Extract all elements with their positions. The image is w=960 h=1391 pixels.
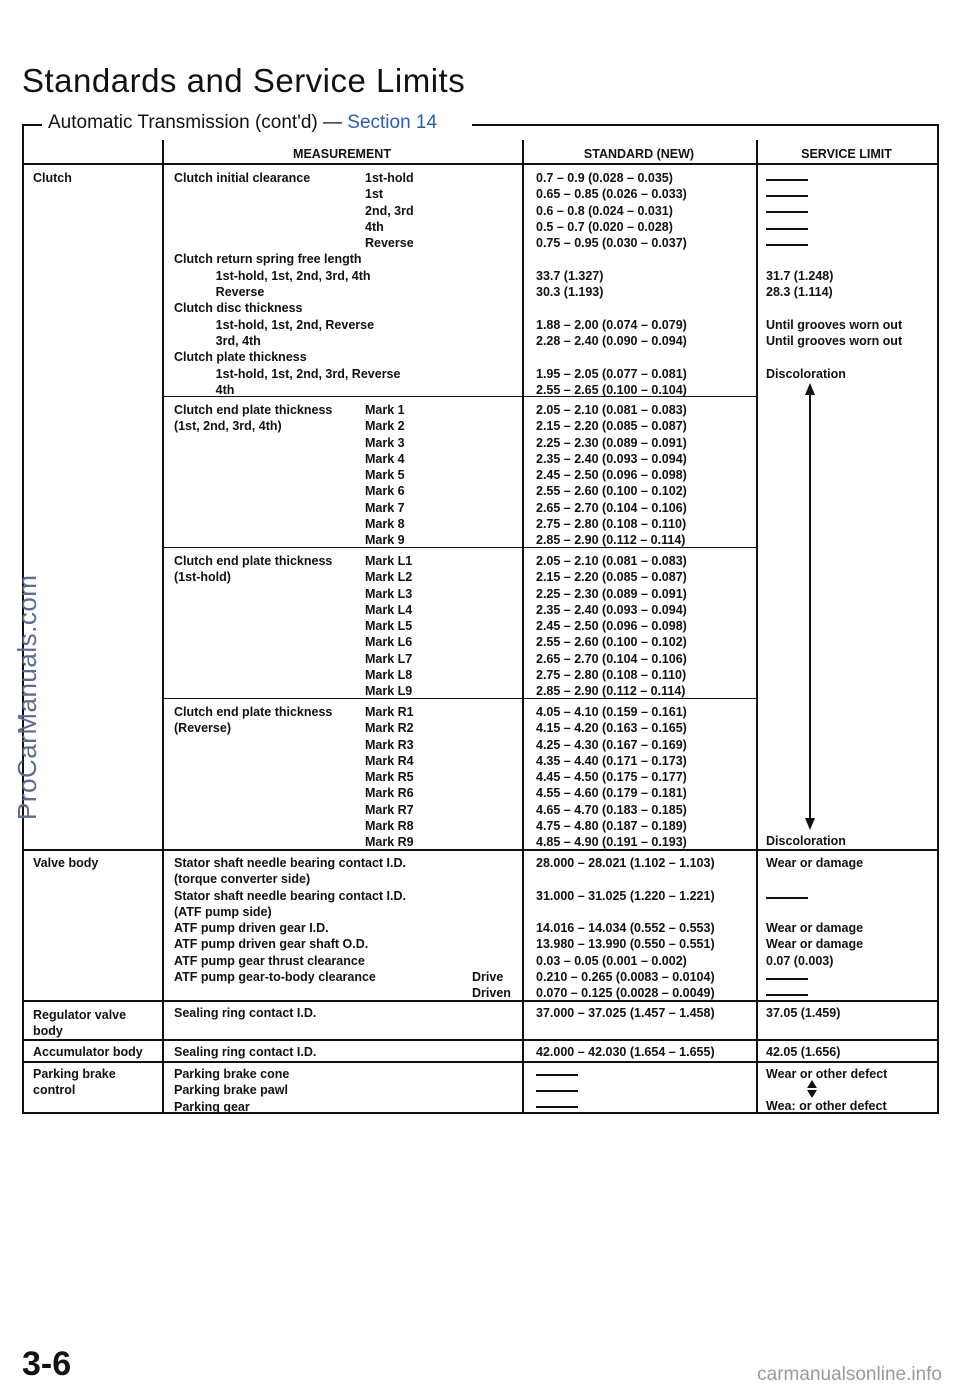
footer-site: carmanualsonline.info [757, 1364, 942, 1385]
page-subtitle [48, 112, 437, 134]
end-plate-2-label: Clutch end plate thickness (1st-hold) [174, 554, 333, 585]
end-plate-2-standard: 2.05 – 2.10 (0.081 – 0.083) 2.15 – 2.20 (0.085 – 0.087) 2.25 – 2.30 (0.089 – 0.091) 2.35 – 2.40 (0.093 – 0.094) 2.45 – 2.50 (0.096 – 0.098) 2.55 – 2.60 (0.100 – 0.102) 2.65 – 2.70 (0.104 – 0.106) 2.75 – 2.80 (0.108 – 0.110) 2.85 – 2.90 (0.112 – 0.114) [536, 554, 687, 699]
row-label-valve-body: Valve body [33, 856, 99, 870]
end-plate-3-marks: Mark R1 Mark R2 Mark R3 Mark R4 Mark R5 Mark R6 Mark R7 Mark R8 Mark R9 [365, 705, 414, 850]
accumulator-measure: Sealing ring contact I.D. [174, 1045, 317, 1059]
empty-standard-dash [536, 1106, 578, 1108]
arrow-up-icon [807, 1080, 817, 1088]
subtitle-rule-left [22, 124, 42, 126]
clutch-limit-values: 31.7 (1.248) 28.3 (1.114) Until grooves worn out Until grooves worn out Discoloration [766, 268, 903, 381]
empty-limit-dash [766, 244, 808, 246]
end-plate-3-standard: 4.05 – 4.10 (0.159 – 0.161) 4.15 – 4.20 (0.163 – 0.165) 4.25 – 4.30 (0.167 – 0.169) 4.35 – 4.40 (0.171 – 0.173) 4.45 – 4.50 (0.175 – 0.177) 4.55 – 4.60 (0.179 – 0.181) 4.65 – 4.70 (0.183 – 0.185) 4.75 – 4.80 (0.187 – 0.189) 4.85 – 4.90 (0.191 – 0.193) [536, 705, 687, 850]
arrow-down-icon [805, 818, 815, 830]
end-plate-1-label: Clutch end plate thickness (1st, 2nd, 3rd, 4th) [174, 403, 333, 434]
row-label-parking: Parking brake control [33, 1067, 116, 1098]
subtitle-text: Automatic Transmission (cont'd) — [48, 112, 348, 133]
regulator-measure: Sealing ring contact I.D. [174, 1006, 317, 1020]
empty-limit-dash [766, 195, 808, 197]
row-label-clutch: Clutch [33, 171, 72, 185]
table-border-right [937, 124, 939, 1114]
limit-discoloration-bottom: Discoloration [766, 834, 846, 848]
end-plate-1-marks: Mark 1 Mark 2 Mark 3 Mark 4 Mark 5 Mark 6 Mark 7 Mark 8 Mark 9 [365, 403, 405, 548]
parking-limit-bottom: Wea: or other defect [766, 1099, 887, 1113]
valve-body-measure: Stator shaft needle bearing contact I.D. (torque converter side) Stator shaft needle bearing contact I.D. (ATF pump side) ATF pump driven gear I.D. ATF pump driven gear shaft O.D. ATF pump gear thrust clearance ATF pump gear-to-body clearance [174, 856, 406, 985]
col-divider-3 [756, 140, 758, 1114]
header-standard: STANDARD (NEW) [583, 147, 695, 161]
empty-limit-dash [766, 897, 808, 899]
clutch-standard-values: 0.7 – 0.9 (0.028 – 0.035) 0.65 – 0.85 (0.026 – 0.033) 0.6 – 0.8 (0.024 – 0.031) 0.5 – 0.7 (0.020 – 0.028) 0.75 – 0.95 (0.030 – 0.037) 33.7 (1.327) 30.3 (1.193) 1.88 – 2.00 (0.074 – 0.079) 2.28 – 2.40 (0.090 – 0.094) 1.95 – 2.05 (0.077 – 0.081) 2.55 – 2.65 (0.100 – 0.104) [536, 171, 687, 397]
accumulator-limit: 42.05 (1.656) [766, 1045, 841, 1059]
subtitle-rule-right [472, 124, 938, 126]
end-plate-2-marks: Mark L1 Mark L2 Mark L3 Mark L4 Mark L5 Mark L6 Mark L7 Mark L8 Mark L9 [365, 554, 413, 699]
empty-limit-dash [766, 978, 808, 980]
empty-limit-dash [766, 179, 808, 181]
empty-limit-dash [766, 228, 808, 230]
end-plate-3-label: Clutch end plate thickness (Reverse) [174, 705, 333, 736]
valve-body-limit: Wear or damage Wear or damage Wear or damage 0.07 (0.003) [766, 856, 864, 968]
row-label-accumulator: Accumulator body [33, 1045, 143, 1059]
arrow-down-icon [807, 1090, 817, 1098]
page-title: Standards and Service Limits [22, 62, 466, 99]
row-label-regulator: Regulator valve body [33, 1008, 127, 1039]
row-rule [22, 1061, 939, 1063]
col-divider-2 [522, 140, 524, 1114]
regulator-standard: 37.000 – 37.025 (1.457 – 1.458) [536, 1006, 715, 1020]
end-plate-1-standard: 2.05 – 2.10 (0.081 – 0.083) 2.15 – 2.20 (0.085 – 0.087) 2.25 – 2.30 (0.089 – 0.091) 2.35 – 2.40 (0.093 – 0.094) 2.45 – 2.50 (0.096 – 0.098) 2.55 – 2.60 (0.100 – 0.102) 2.65 – 2.70 (0.104 – 0.106) 2.75 – 2.80 (0.108 – 0.110) 2.85 – 2.90 (0.112 – 0.114) [536, 403, 687, 548]
page-number: 3-6 [22, 1345, 72, 1383]
regulator-limit: 37.05 (1.459) [766, 1006, 841, 1020]
header-measurement: MEASUREMENT [293, 147, 391, 161]
range-arrow-line [809, 393, 811, 819]
valve-body-standard: 28.000 – 28.021 (1.102 – 1.103) 31.000 – 31.025 (1.220 – 1.221) 14.016 – 14.034 (0.552 – 0.553) 13.980 – 13.990 (0.550 – 0.551) 0.03 – 0.05 (0.001 – 0.002) 0.210 – 0.265 (0.0083 – 0.0104) 0.070 – 0.125 (0.0028 – 0.0049) [536, 856, 715, 1001]
empty-limit-dash [766, 994, 808, 996]
accumulator-standard: 42.000 – 42.030 (1.654 – 1.655) [536, 1045, 715, 1059]
empty-standard-dash [536, 1090, 578, 1092]
clutch-measure-list: Clutch initial clearance Clutch return spring free length 1st-hold, 1st, 2nd, 3rd, 4th Reverse Clutch disc thickness 1st-hold, 1st, 2nd, Reverse 3rd, 4th Clutch plate thickness 1st-hold, 1st, 2nd, 3rd, Reverse 4th [174, 171, 401, 397]
empty-standard-dash [536, 1074, 578, 1076]
section-link[interactable]: Section 14 [347, 112, 438, 133]
row-rule [22, 1039, 939, 1041]
header-service-limit: SERVICE LIMIT [801, 147, 892, 161]
empty-limit-dash [766, 211, 808, 213]
header-rule [22, 163, 939, 165]
parking-limit-top: Wear or other defect [766, 1067, 888, 1081]
watermark: ProCarManuals.com [12, 574, 42, 820]
col-divider-1 [162, 140, 164, 1114]
parking-measure: Parking brake cone Parking brake pawl Parking gear [174, 1067, 290, 1114]
valve-body-drive-driven: Drive Driven [472, 970, 511, 1001]
row-rule [22, 849, 939, 851]
clutch-clearance-gears: 1st-hold 1st 2nd, 3rd 4th Reverse [365, 171, 414, 251]
